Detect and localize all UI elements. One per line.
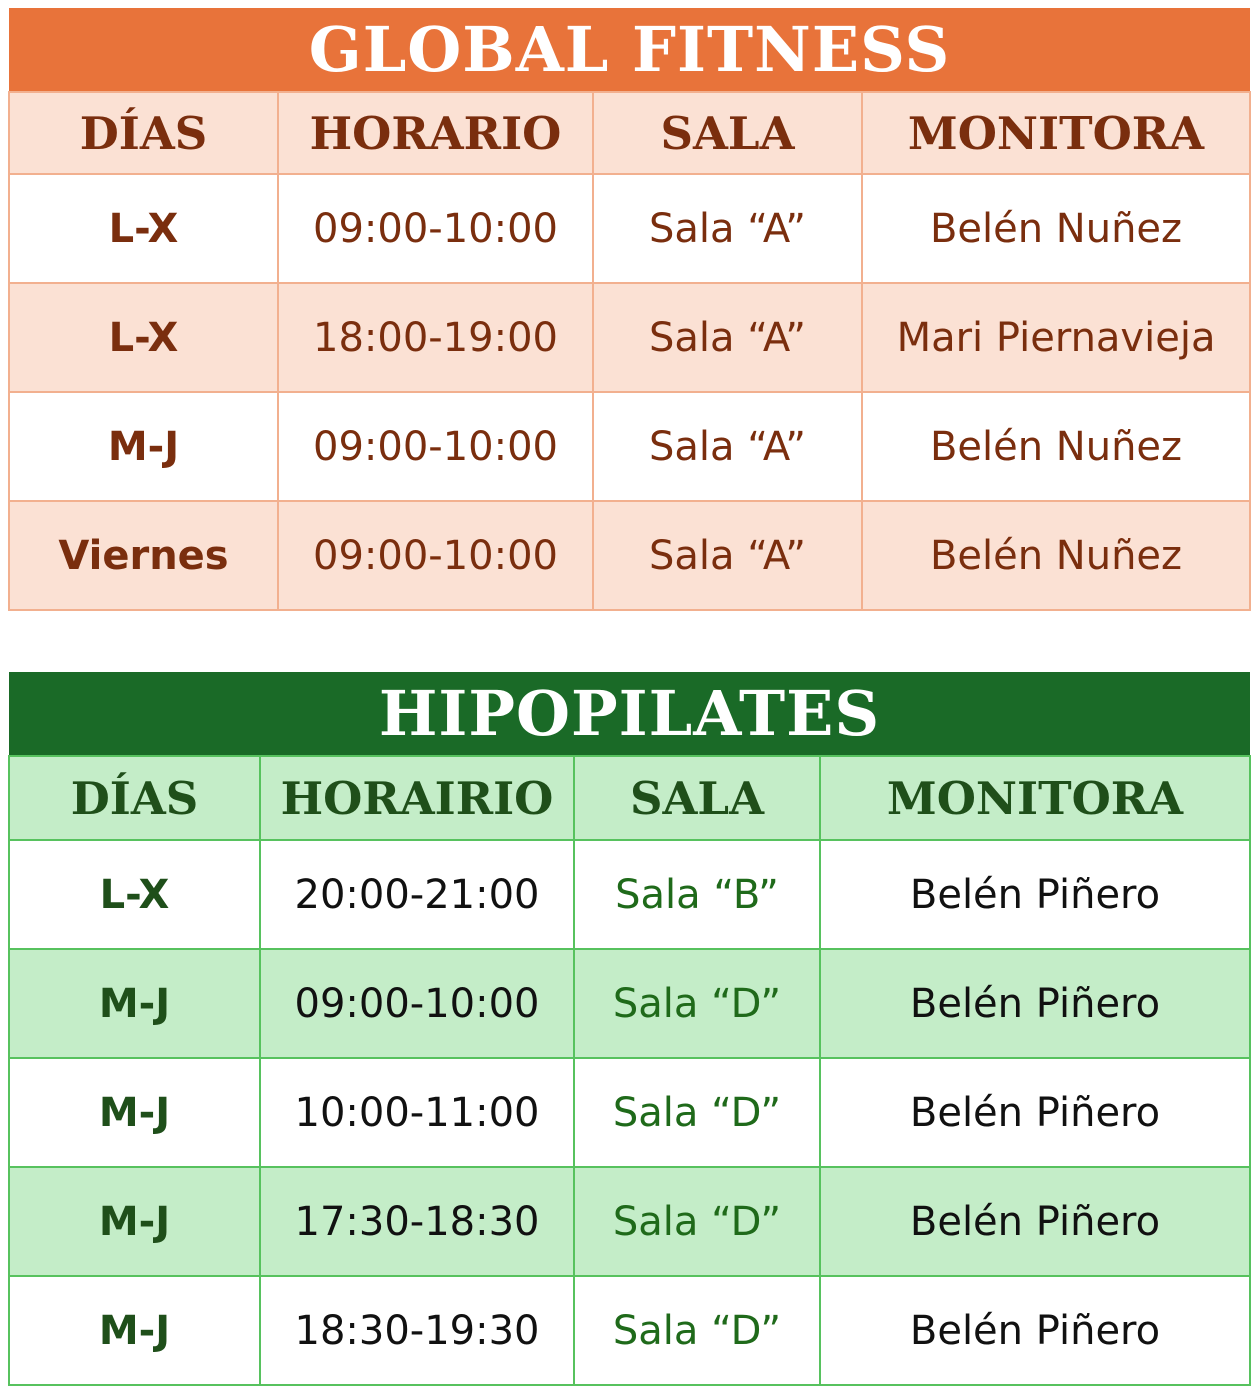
table-row: [9, 949, 1250, 1058]
table-row: [9, 501, 1250, 610]
column-header-sala: SALA: [574, 756, 820, 840]
cell-sala: Sala “A”: [593, 283, 862, 392]
cell-monitora: Belén Piñero: [820, 1058, 1250, 1167]
column-header-sala: SALA: [593, 92, 862, 174]
cell-horario: 17:30-18:30: [260, 1167, 574, 1276]
column-header-monitora: MONITORA: [862, 92, 1250, 174]
table-row: [9, 840, 1250, 949]
cell-sala: Sala “D”: [574, 1058, 820, 1167]
table-row: [9, 1276, 1250, 1385]
cell-monitora: Belén Piñero: [820, 1167, 1250, 1276]
global-fitness-table: [8, 8, 1251, 611]
table-header-row: [9, 756, 1250, 840]
cell-dias: M-J: [9, 1276, 260, 1385]
table-row: [9, 1058, 1250, 1167]
cell-dias: L-X: [9, 840, 260, 949]
cell-dias: M-J: [9, 1058, 260, 1167]
cell-sala: Sala “A”: [593, 392, 862, 501]
cell-dias: L-X: [9, 283, 278, 392]
hipopilates-table: [8, 672, 1251, 1386]
column-header-horario: HORAIRIO: [260, 756, 574, 840]
cell-monitora: Belén Piñero: [820, 949, 1250, 1058]
cell-horario: 18:30-19:30: [260, 1276, 574, 1385]
cell-horario: 09:00-10:00: [278, 392, 593, 501]
cell-dias: M-J: [9, 949, 260, 1058]
table-row: [9, 283, 1250, 392]
table-row: [9, 174, 1250, 283]
cell-dias: M-J: [9, 1167, 260, 1276]
cell-dias: M-J: [9, 392, 278, 501]
cell-monitora: Mari Piernavieja: [862, 283, 1250, 392]
cell-dias: L-X: [9, 174, 278, 283]
cell-horario: 10:00-11:00: [260, 1058, 574, 1167]
hipopilates-title: HIPOPILATES: [9, 672, 1250, 756]
cell-sala: Sala “A”: [593, 501, 862, 610]
cell-horario: 09:00-10:00: [278, 501, 593, 610]
table-row: [9, 392, 1250, 501]
column-header-dias: DÍAS: [9, 756, 260, 840]
cell-horario: 09:00-10:00: [278, 174, 593, 283]
cell-dias: Viernes: [9, 501, 278, 610]
cell-sala: Sala “D”: [574, 949, 820, 1058]
cell-sala: Sala “D”: [574, 1167, 820, 1276]
column-header-dias: DÍAS: [9, 92, 278, 174]
cell-horario: 18:00-19:00: [278, 283, 593, 392]
cell-sala: Sala “D”: [574, 1276, 820, 1385]
cell-sala: Sala “B”: [574, 840, 820, 949]
cell-monitora: Belén Nuñez: [862, 174, 1250, 283]
table-row: [9, 1167, 1250, 1276]
cell-monitora: Belén Piñero: [820, 1276, 1250, 1385]
global-fitness-title: GLOBAL FITNESS: [9, 8, 1250, 92]
column-header-monitora: MONITORA: [820, 756, 1250, 840]
table-header-row: [9, 92, 1250, 174]
cell-monitora: Belén Piñero: [820, 840, 1250, 949]
cell-horario: 09:00-10:00: [260, 949, 574, 1058]
column-header-horario: HORARIO: [278, 92, 593, 174]
cell-sala: Sala “A”: [593, 174, 862, 283]
cell-horario: 20:00-21:00: [260, 840, 574, 949]
cell-monitora: Belén Nuñez: [862, 501, 1250, 610]
cell-monitora: Belén Nuñez: [862, 392, 1250, 501]
